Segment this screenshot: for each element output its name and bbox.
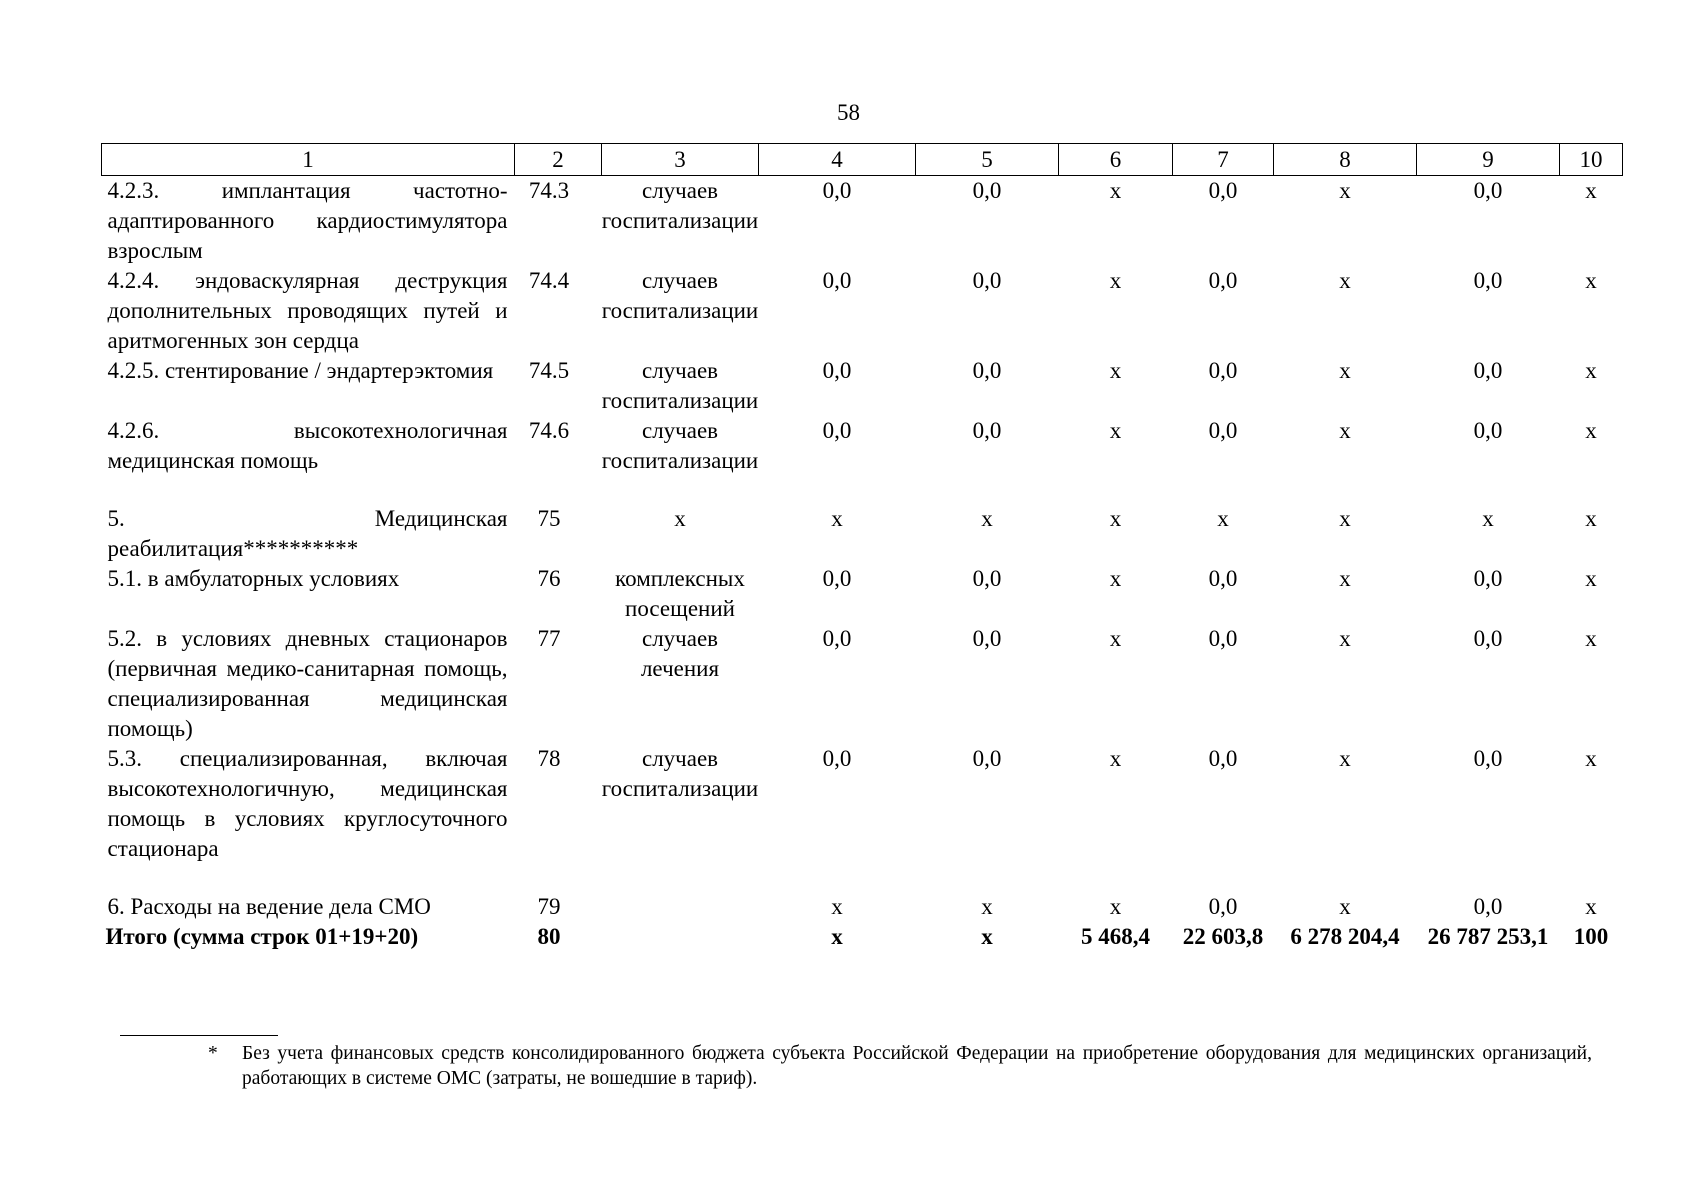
row-col-7: 0,0	[1208, 358, 1238, 383]
row-col-4: 0,0	[822, 566, 852, 591]
page-number: 58	[837, 100, 860, 125]
row-code: 74.3	[528, 178, 570, 203]
row-col-6: х	[1109, 178, 1122, 203]
row-col-4: х	[831, 506, 843, 531]
row-name: 5. Медицинская реабилитация**********	[107, 506, 508, 561]
row-name: 4.2.4. эндоваскулярная деструкция дополнительных проводящих путей и аритмогенных зон сердца	[107, 268, 508, 353]
row-col-7: 0,0	[1208, 894, 1238, 919]
row-unit: случаев госпитализации	[601, 418, 759, 473]
row-col-8: х	[1339, 566, 1351, 591]
row-col-9: 0,0	[1473, 746, 1503, 771]
row-code: 74.6	[528, 418, 570, 443]
row-col-7: 0,0	[1208, 566, 1238, 591]
row-code: 77	[537, 626, 561, 651]
table-row	[102, 356, 1623, 416]
row-col-8: х	[1339, 506, 1351, 531]
table-row	[102, 892, 1623, 922]
row-col-9: х	[1482, 506, 1494, 531]
row-col-5: 0,0	[972, 566, 1002, 591]
row-code: 76	[537, 566, 561, 591]
row-col-10: х	[1585, 746, 1597, 771]
row-col-6: х	[1109, 358, 1122, 383]
row-col-4: 0,0	[822, 418, 852, 443]
column-header-10: 10	[1560, 144, 1623, 176]
row-col-5: 0,0	[972, 268, 1002, 293]
table-body	[102, 176, 1623, 953]
row-col-6: х	[1109, 566, 1122, 591]
row-code: 78	[537, 746, 561, 771]
column-header-3: 3	[602, 144, 759, 176]
row-col-9: 0,0	[1473, 894, 1503, 919]
row-name: 6. Расходы на ведение дела СМО	[107, 894, 431, 919]
total-col-5: х	[981, 924, 993, 949]
total-col-4: х	[831, 924, 843, 949]
total-col-7: 22 603,8	[1182, 924, 1264, 949]
row-col-7: х	[1217, 506, 1229, 531]
row-col-9: 0,0	[1473, 566, 1503, 591]
row-name: 5.1. в амбулаторных условиях	[107, 566, 400, 591]
footnote-text: Без учета финансовых средств консолидированного бюджета субъекта Российской Федерации на приобретение оборудования для медицинских организаций, работающих в системе ОМС (затраты, не вошедшие в тариф).	[242, 1043, 1592, 1089]
row-name: 5.2. в условиях дневных стационаров (первичная медико-санитарная помощь, специализированная медицинская помощь)	[107, 626, 508, 741]
row-col-8: х	[1339, 894, 1351, 919]
row-col-5: 0,0	[972, 746, 1002, 771]
row-col-6: х	[1109, 626, 1122, 651]
row-code: 75	[537, 506, 561, 531]
row-col-5: 0,0	[972, 178, 1002, 203]
row-col-6: х	[1109, 418, 1122, 443]
row-col-7: 0,0	[1208, 626, 1238, 651]
total-col-9: 26 787 253,1	[1427, 924, 1549, 949]
row-col-9: 0,0	[1473, 268, 1503, 293]
row-col-5: 0,0	[972, 358, 1002, 383]
row-col-5: 0,0	[972, 626, 1002, 651]
table-row	[102, 504, 1623, 564]
footnote-marker: *	[208, 1043, 218, 1064]
column-header-5: 5	[916, 144, 1059, 176]
row-unit: случаев госпитализации	[601, 268, 759, 323]
row-name: 4.2.6. высокотехнологичная медицинская помощь	[107, 418, 508, 473]
row-col-6: х	[1109, 268, 1122, 293]
row-col-8: х	[1339, 418, 1351, 443]
row-col-10: х	[1585, 506, 1597, 531]
footnote-divider	[120, 1035, 278, 1036]
row-col-10: х	[1585, 626, 1597, 651]
column-header-8: 8	[1274, 144, 1417, 176]
financing-table	[101, 143, 1623, 952]
row-col-8: х	[1339, 358, 1351, 383]
header-row	[102, 144, 1623, 176]
row-col-4: 0,0	[822, 178, 852, 203]
table-row	[102, 266, 1623, 356]
row-col-10: х	[1585, 418, 1597, 443]
total-unit	[602, 922, 759, 952]
row-col-6: х	[1109, 746, 1122, 771]
row-col-7: 0,0	[1208, 746, 1238, 771]
row-name: 4.2.3. имплантация частотно-адаптированного кардиостимулятора взрослым	[107, 178, 508, 263]
row-name: 4.2.5. стентирование / эндартерэктомия	[107, 358, 494, 383]
row-col-4: 0,0	[822, 268, 852, 293]
row-col-6: х	[1109, 894, 1122, 919]
row-col-9: 0,0	[1473, 358, 1503, 383]
row-col-9: 0,0	[1473, 178, 1503, 203]
column-header-6: 6	[1059, 144, 1173, 176]
row-col-4: 0,0	[822, 358, 852, 383]
total-col-10: 100	[1573, 924, 1609, 949]
row-col-8: х	[1339, 626, 1351, 651]
row-col-9: 0,0	[1473, 418, 1503, 443]
row-col-7: 0,0	[1208, 418, 1238, 443]
total-row	[102, 922, 1623, 952]
row-unit	[602, 892, 759, 922]
row-code: 74.4	[528, 268, 570, 293]
row-col-8: х	[1339, 268, 1351, 293]
column-header-2: 2	[515, 144, 602, 176]
row-col-10: х	[1585, 358, 1597, 383]
row-col-4: х	[831, 894, 843, 919]
table-row	[102, 564, 1623, 624]
column-header-4: 4	[759, 144, 916, 176]
row-col-10: х	[1585, 178, 1597, 203]
row-code: 74.5	[528, 358, 570, 383]
row-col-10: х	[1585, 894, 1597, 919]
row-col-7: 0,0	[1208, 268, 1238, 293]
total-code: 80	[537, 924, 561, 949]
row-col-5: 0,0	[972, 418, 1002, 443]
column-header-7: 7	[1173, 144, 1274, 176]
row-col-10: х	[1585, 566, 1597, 591]
row-unit: случаев госпитализации	[601, 358, 759, 413]
row-col-9: 0,0	[1473, 626, 1503, 651]
table-row	[102, 624, 1623, 744]
row-col-8: х	[1339, 178, 1351, 203]
row-col-5: х	[981, 506, 993, 531]
row-name: 5.3. специализированная, включая высокотехнологичную, медицинская помощь в условиях круглосуточного стационара	[107, 746, 508, 861]
row-col-8: х	[1339, 746, 1351, 771]
footnote	[208, 1041, 1592, 1091]
row-unit: случаев госпитализации	[601, 746, 759, 801]
row-unit: комплексных посещений	[615, 566, 745, 621]
column-header-1: 1	[102, 144, 515, 176]
table-row	[102, 416, 1623, 504]
table-row	[102, 176, 1623, 267]
row-code: 79	[537, 894, 561, 919]
row-col-5: х	[981, 894, 993, 919]
row-unit: случаев лечения	[640, 626, 720, 681]
table-header	[102, 144, 1623, 176]
total-col-6: 5 468,4	[1081, 924, 1150, 949]
row-col-4: 0,0	[822, 746, 852, 771]
column-header-9: 9	[1417, 144, 1560, 176]
total-name: Итого (сумма строк 01+19+20)	[105, 924, 419, 949]
row-col-6: х	[1109, 506, 1122, 531]
table-row	[102, 744, 1623, 892]
row-unit: х	[674, 506, 686, 531]
row-col-4: 0,0	[822, 626, 852, 651]
row-col-7: 0,0	[1208, 178, 1238, 203]
row-col-10: х	[1585, 268, 1597, 293]
total-col-8: 6 278 204,4	[1290, 924, 1400, 949]
row-unit: случаев госпитализации	[601, 178, 759, 233]
